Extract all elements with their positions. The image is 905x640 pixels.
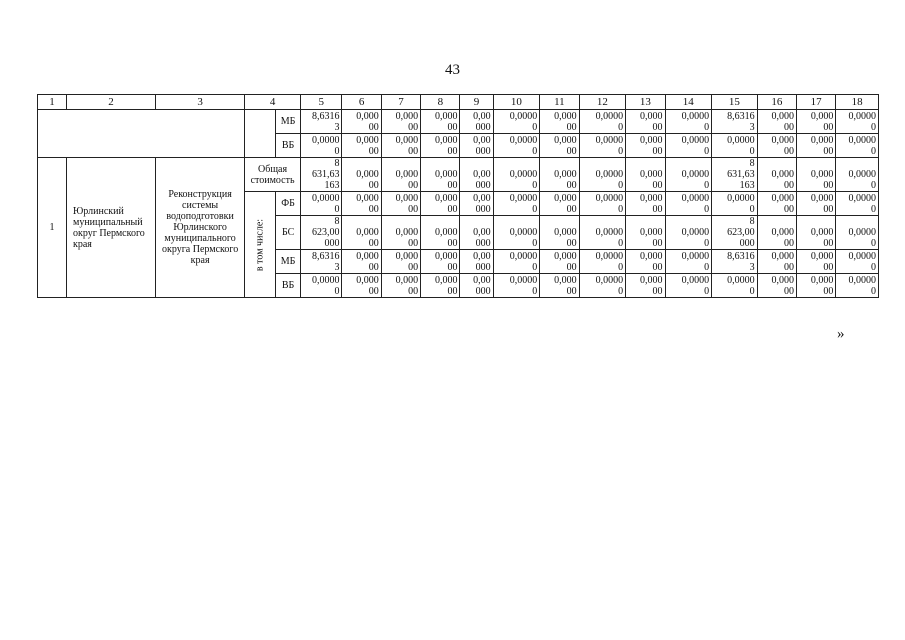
value-cell: 0,000 00 [421, 158, 460, 192]
value-cell: 0,000 00 [421, 250, 460, 274]
value-cell: 0,000 00 [757, 134, 796, 158]
project-name: Реконструкция системы водоподготовки Юрлинского муниципального округа Пермского края [156, 158, 245, 298]
value-cell: 0,0000 0 [665, 216, 712, 250]
including-label-cell [245, 192, 276, 298]
value-cell: 0,000 00 [342, 110, 381, 134]
fund-code: БС [276, 216, 301, 250]
value-cell: 0,0000 0 [665, 192, 712, 216]
header-cell: 15 [712, 95, 758, 110]
value-cell: 0,000 00 [540, 110, 579, 134]
value-cell: 0,00 000 [460, 158, 493, 192]
value-cell: 0,000 00 [342, 250, 381, 274]
value-cell: 0,000 00 [626, 158, 665, 192]
value-cell: 0,0000 0 [579, 158, 626, 192]
value-cell: 0,000 00 [421, 216, 460, 250]
header-row [38, 95, 879, 110]
value-cell: 0,0000 0 [836, 274, 879, 298]
value-cell: 0,000 00 [540, 134, 579, 158]
header-cell: 13 [626, 95, 665, 110]
value-cell: 0,000 00 [626, 216, 665, 250]
value-cell: 8,6316 3 [301, 110, 342, 134]
header-cell: 3 [156, 95, 245, 110]
value-cell: 0,0000 0 [665, 250, 712, 274]
value-cell: 0,000 00 [757, 216, 796, 250]
value-cell: 8 623,00 000 [712, 216, 758, 250]
value-cell: 8,6316 3 [712, 110, 758, 134]
fund-code: ФБ [276, 192, 301, 216]
value-cell: 0,0000 0 [665, 158, 712, 192]
value-cell: 0,000 00 [342, 192, 381, 216]
header-cell: 7 [381, 95, 420, 110]
value-cell: 0,000 00 [540, 158, 579, 192]
value-cell: 0,0000 0 [493, 110, 540, 134]
header-cell: 8 [421, 95, 460, 110]
value-cell: 0,00 000 [460, 134, 493, 158]
value-cell: 0,000 00 [342, 134, 381, 158]
value-cell: 0,000 00 [381, 216, 420, 250]
value-cell: 0,0000 0 [712, 192, 758, 216]
header-cell: 2 [67, 95, 156, 110]
value-cell: 0,000 00 [540, 274, 579, 298]
value-cell: 8 631,63 163 [301, 158, 342, 192]
header-cell: 6 [342, 95, 381, 110]
closing-quote: » [837, 326, 845, 342]
value-cell: 0,000 00 [540, 192, 579, 216]
including-label: в том числе: [254, 218, 266, 271]
empty-merged-cell [38, 110, 245, 158]
value-cell: 0,0000 0 [579, 134, 626, 158]
value-cell: 0,000 00 [421, 192, 460, 216]
header-cell: 17 [797, 95, 836, 110]
row-number: 1 [38, 158, 67, 298]
value-cell: 0,0000 0 [836, 250, 879, 274]
value-cell: 0,000 00 [797, 158, 836, 192]
budget-table [37, 94, 879, 298]
fund-code: ВБ [276, 134, 301, 158]
value-cell: 0,0000 0 [493, 134, 540, 158]
value-cell: 0,000 00 [381, 134, 420, 158]
header-cell: 5 [301, 95, 342, 110]
value-cell: 0,000 00 [626, 274, 665, 298]
value-cell: 0,0000 0 [493, 192, 540, 216]
value-cell: 0,000 00 [797, 110, 836, 134]
value-cell: 0,000 00 [342, 158, 381, 192]
value-cell: 0,000 00 [797, 134, 836, 158]
value-cell: 0,000 00 [757, 110, 796, 134]
value-cell: 0,0000 0 [665, 110, 712, 134]
value-cell: 0,0000 0 [579, 110, 626, 134]
value-cell: 0,00 000 [460, 110, 493, 134]
value-cell: 0,0000 0 [493, 250, 540, 274]
header-cell: 18 [836, 95, 879, 110]
value-cell: 0,0000 0 [836, 110, 879, 134]
value-cell: 0,0000 0 [301, 274, 342, 298]
value-cell: 0,0000 0 [836, 192, 879, 216]
value-cell: 0,000 00 [381, 158, 420, 192]
value-cell: 0,000 00 [342, 274, 381, 298]
header-cell: 12 [579, 95, 626, 110]
value-cell: 0,0000 0 [712, 134, 758, 158]
header-cell: 10 [493, 95, 540, 110]
fund-code: МБ [276, 110, 301, 134]
header-cell: 4 [245, 95, 301, 110]
value-cell: 0,000 00 [626, 110, 665, 134]
value-cell: 8 623,00 000 [301, 216, 342, 250]
value-cell: 0,0000 0 [836, 158, 879, 192]
value-cell: 0,00 000 [460, 216, 493, 250]
header-cell: 9 [460, 95, 493, 110]
value-cell: 0,000 00 [421, 110, 460, 134]
table-row [38, 110, 879, 134]
value-cell: 0,000 00 [757, 274, 796, 298]
value-cell: 0,00 000 [460, 250, 493, 274]
value-cell: 0,0000 0 [579, 216, 626, 250]
value-cell: 0,000 00 [540, 250, 579, 274]
value-cell: 0,000 00 [797, 274, 836, 298]
value-cell: 0,000 00 [540, 216, 579, 250]
value-cell: 0,00 000 [460, 274, 493, 298]
value-cell: 0,0000 0 [579, 274, 626, 298]
header-cell: 1 [38, 95, 67, 110]
value-cell: 0,000 00 [757, 192, 796, 216]
table-row [38, 158, 879, 192]
fund-code: МБ [276, 250, 301, 274]
value-cell: 0,0000 0 [665, 134, 712, 158]
value-cell: 0,000 00 [381, 274, 420, 298]
value-cell: 0,0000 0 [836, 134, 879, 158]
value-cell: 0,0000 0 [301, 192, 342, 216]
municipality-name: Юрлинский муниципальный округ Пермского края [67, 158, 156, 298]
value-cell: 0,0000 0 [579, 250, 626, 274]
header-cell: 16 [757, 95, 796, 110]
value-cell: 0,000 00 [626, 192, 665, 216]
value-cell: 0,000 00 [626, 134, 665, 158]
value-cell: 8,6316 3 [301, 250, 342, 274]
value-cell: 0,000 00 [421, 134, 460, 158]
value-cell: 0,0000 0 [493, 274, 540, 298]
value-cell: 0,0000 0 [712, 274, 758, 298]
value-cell: 0,000 00 [797, 250, 836, 274]
page-number: 43 [445, 62, 460, 78]
header-cell: 11 [540, 95, 579, 110]
value-cell: 0,000 00 [381, 110, 420, 134]
fund-code: ВБ [276, 274, 301, 298]
total-cost-label: Общая стоимость [245, 158, 301, 192]
value-cell: 0,000 00 [757, 250, 796, 274]
value-cell: 0,000 00 [342, 216, 381, 250]
value-cell: 8 631,63 163 [712, 158, 758, 192]
value-cell: 0,0000 0 [836, 216, 879, 250]
value-cell: 0,000 00 [757, 158, 796, 192]
value-cell: 0,0000 0 [301, 134, 342, 158]
value-cell: 0,000 00 [797, 216, 836, 250]
value-cell: 0,0000 0 [493, 216, 540, 250]
value-cell: 0,0000 0 [579, 192, 626, 216]
value-cell: 0,000 00 [797, 192, 836, 216]
header-cell: 14 [665, 95, 712, 110]
empty-cell [245, 110, 276, 158]
value-cell: 0,00 000 [460, 192, 493, 216]
value-cell: 0,0000 0 [665, 274, 712, 298]
value-cell: 0,000 00 [421, 274, 460, 298]
value-cell: 8,6316 3 [712, 250, 758, 274]
value-cell: 0,0000 0 [493, 158, 540, 192]
value-cell: 0,000 00 [381, 250, 420, 274]
value-cell: 0,000 00 [626, 250, 665, 274]
value-cell: 0,000 00 [381, 192, 420, 216]
